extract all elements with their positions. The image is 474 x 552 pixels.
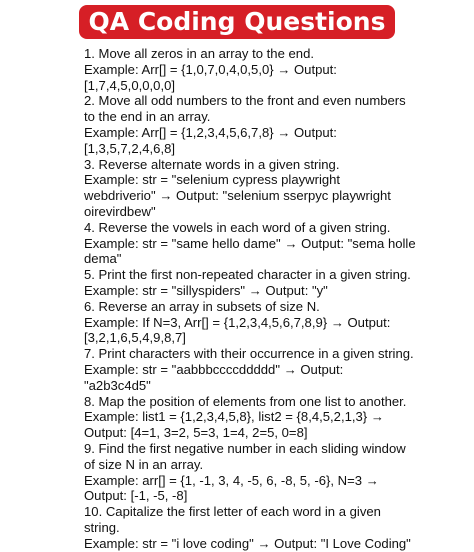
question-line: Example: str = "aabbbccccddddd" → Output: [84,361,344,377]
question-line: [1,7,4,5,0,0,0,0] [84,77,175,93]
question-line: 5. Print the first non-repeated character in a given string. [84,267,411,283]
question-line: 7. Print characters with their occurrence in a given string. [84,346,414,362]
question-line: 2. Move all odd numbers to the front and even numbers [84,93,406,109]
question-line: Output: [-1, -5, -8] [84,488,188,504]
question-line: Example: Arr[] = {1,0,7,0,4,0,5,0} → Output: [84,61,337,77]
question-line: string. [84,519,120,535]
question-line: webdriverio" → Output: "selenium sserpyc playwright [84,188,391,204]
question-line: "a2b3c4d5" [84,377,151,393]
question-line: Output: [4=1, 3=2, 5=3, 1=4, 2=5, 0=8] [84,425,308,441]
question-line: Example: str = "same hello dame" → Output: "sema holle [84,235,416,251]
question-line: 8. Map the position of elements from one list to another. [84,393,407,409]
question-line: 3. Reverse alternate words in a given string. [84,156,340,172]
page-title: QA Coding Questions [79,5,396,39]
question-line: 6. Reverse an array in subsets of size N. [84,298,320,314]
question-line: dema" [84,251,122,267]
question-line: Example: Arr[] = {1,2,3,4,5,6,7,8} → Output: [84,124,337,140]
question-line: oirevirdbew" [84,203,156,219]
question-line: 10. Capitalize the first letter of each word in a given [84,504,381,520]
question-line: Example: str = "sillyspiders" → Output: "y" [84,282,328,298]
question-line: [3,2,1,6,5,4,9,8,7] [84,330,186,346]
question-line: Example: If N=3, Arr[] = {1,2,3,4,5,6,7,8,9} → Output: [84,314,391,330]
question-line: Example: str = "i love coding" → Output: "I Love Coding" [84,535,411,551]
question-line: 4. Reverse the vowels in each word of a given string. [84,219,391,235]
question-line: 9. Find the first negative number in each sliding window [84,440,406,456]
question-line: [1,3,5,7,2,4,6,8] [84,140,175,156]
question-line: Example: str = "selenium cypress playwright [84,172,341,188]
question-line: 1. Move all zeros in an array to the end. [84,46,314,61]
question-line: of size N in an array. [84,456,204,472]
questions-list [84,46,466,552]
question-line: to the end in an array. [84,109,211,125]
title-banner [0,5,474,39]
question-line: Example: arr[] = {1, -1, 3, 4, -5, 6, -8, 5, -6}, N=3 → [84,472,379,488]
question-line: Example: list1 = {1,2,3,4,5,8}, list2 = {8,4,5,2,1,3} → [84,409,384,425]
